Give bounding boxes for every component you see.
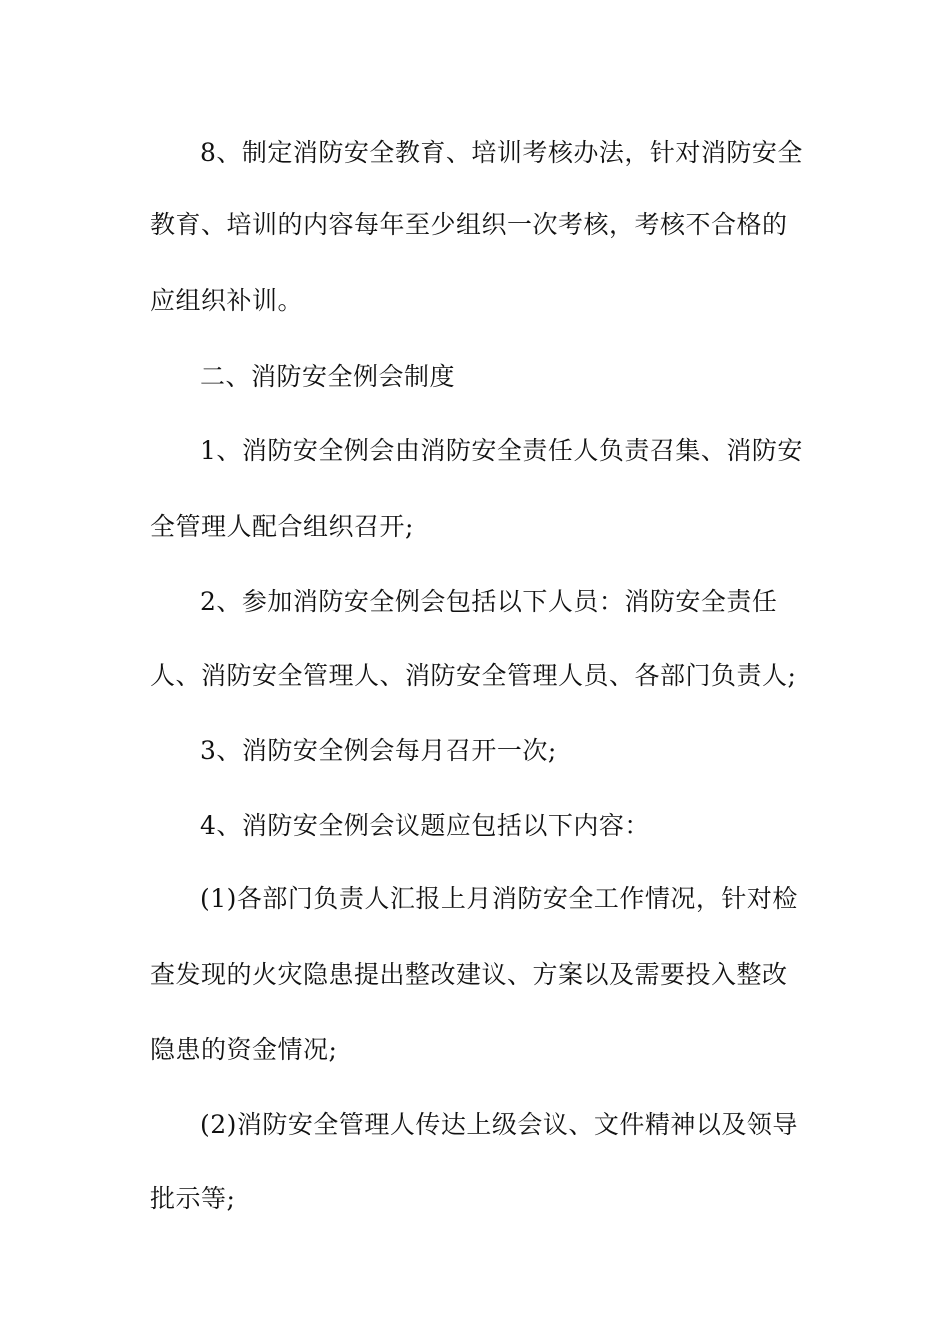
item-3: 3、消防安全例会每月召开一次; xyxy=(200,736,557,765)
item-1-line-1: 1、消防安全例会由消防安全责任人负责召集、消防安 xyxy=(200,436,803,465)
item-2-line-1: 2、参加消防安全例会包括以下人员：消防安全责任 xyxy=(200,587,778,616)
subitem-2-line-2: 批示等; xyxy=(150,1184,236,1213)
subitem-1-line-1: (1)各部门负责人汇报上月消防安全工作情况，针对检 xyxy=(200,884,798,913)
item-4: 4、消防安全例会议题应包括以下内容： xyxy=(200,811,650,840)
paragraph-8-line-3: 应组织补训。 xyxy=(150,286,304,315)
subitem-2-line-1: (2)消防安全管理人传达上级会议、文件精神以及领导 xyxy=(200,1110,798,1139)
paragraph-8-line-2: 教育、培训的内容每年至少组织一次考核，考核不合格的 xyxy=(150,210,788,239)
section-heading-2: 二、消防安全例会制度 xyxy=(200,362,456,391)
subitem-1-line-2: 查发现的火灾隐患提出整改建议、方案以及需要投入整改 xyxy=(150,960,788,989)
subitem-1-line-3: 隐患的资金情况; xyxy=(150,1035,338,1064)
item-1-line-2: 全管理人配合组织召开; xyxy=(150,512,414,541)
item-2-line-2: 人、消防安全管理人、消防安全管理人员、各部门负责人; xyxy=(150,661,797,690)
paragraph-8-line-1: 8、制定消防安全教育、培训考核办法，针对消防安全 xyxy=(200,138,803,167)
